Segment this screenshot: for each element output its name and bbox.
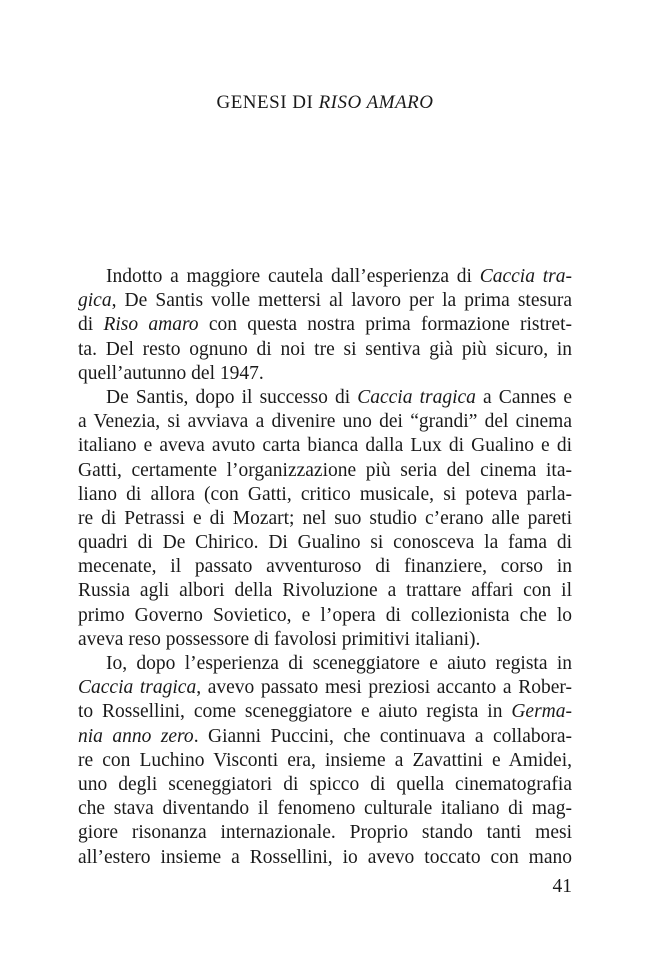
text-run: uno degli sceneggiatori di spicco di quella cinematografia bbox=[78, 773, 572, 795]
text-line bbox=[78, 531, 572, 555]
text-line bbox=[78, 797, 572, 821]
text-run: quadri di De Chirico. Di Gualino si conosceva la fama di bbox=[78, 532, 572, 554]
chapter-title-film: RISO AMARO bbox=[318, 92, 434, 113]
text-run: italiano e aveva avuto carta bianca dalla Lux di Gualino e di bbox=[78, 435, 572, 457]
text-line bbox=[78, 821, 572, 845]
italic-text: gica bbox=[78, 290, 112, 312]
text-line bbox=[78, 652, 572, 676]
text-line bbox=[78, 289, 572, 313]
text-run: di bbox=[78, 314, 104, 336]
text-line bbox=[78, 386, 572, 410]
text-run: che stava diventando il fenomeno culturale italiano di mag- bbox=[78, 798, 572, 820]
italic-text: Riso amaro bbox=[103, 314, 199, 336]
text-run: , De Santis volle mettersi al lavoro per la prima stesura bbox=[111, 290, 572, 312]
text-line bbox=[78, 483, 572, 507]
text-line bbox=[78, 604, 572, 628]
text-line bbox=[78, 579, 572, 603]
text-run: aveva reso possessore di favolosi primitivi italiani). bbox=[78, 628, 481, 650]
text-run: con questa nostra prima formazione ristret- bbox=[198, 314, 572, 336]
text-run: ta. Del resto ognuno di noi tre si sentiva già più sicuro, in bbox=[78, 338, 572, 360]
text-run: quell’autunno del 1947. bbox=[78, 362, 264, 384]
text-run: Io, dopo l’esperienza di sceneggiatore e aiuto regista in bbox=[106, 653, 572, 674]
text-run: to Rossellini, come sceneggiatore e aiuto regista in bbox=[78, 701, 512, 723]
text-line bbox=[78, 749, 572, 773]
text-run: all’estero insieme a Rossellini, io avevo toccato con mano bbox=[78, 846, 572, 868]
text-run: re con Luchino Visconti era, insieme a Zavattini e Amidei, bbox=[78, 749, 572, 771]
text-line bbox=[78, 410, 572, 434]
text-run: primo Governo Sovietico, e l’opera di collezionista che lo bbox=[78, 604, 572, 626]
text-line bbox=[78, 700, 572, 724]
text-line bbox=[78, 846, 572, 870]
text-run: giore risonanza internazionale. Proprio stando tanti mesi bbox=[78, 822, 572, 844]
italic-text: Caccia tragica bbox=[357, 386, 476, 408]
text-run: , avevo passato mesi preziosi accanto a Rober- bbox=[196, 677, 572, 699]
text-run: Indotto a maggiore cautela dall’esperienza di bbox=[106, 266, 480, 287]
page-number: 41 bbox=[552, 876, 572, 897]
text-line bbox=[78, 434, 572, 458]
chapter-title-prefix: GENESI DI bbox=[216, 92, 319, 113]
italic-text: Germa- bbox=[511, 701, 572, 723]
italic-text: nia anno zero bbox=[78, 725, 194, 747]
text-run: Russia agli albori della Rivoluzione a trattare affari con il bbox=[78, 580, 572, 602]
text-run: mecenate, il passato avventuroso di finanziere, corso in bbox=[78, 556, 572, 578]
italic-text: Caccia tragica bbox=[78, 677, 197, 699]
text-line bbox=[78, 628, 572, 652]
italic-text: Caccia tra- bbox=[479, 266, 573, 287]
text-run: . Gianni Puccini, che continuava a collabora- bbox=[193, 725, 572, 747]
text-line bbox=[78, 773, 572, 797]
text-line bbox=[78, 676, 572, 700]
body-text bbox=[78, 265, 572, 870]
text-line bbox=[78, 313, 572, 337]
text-line bbox=[78, 725, 572, 749]
text-run: Gatti, certamente l’organizzazione più seria del cinema ita- bbox=[78, 459, 572, 481]
text-run: a Cannes e bbox=[475, 386, 572, 408]
text-run: a Venezia, si avviava a divenire uno dei “grandi” del cinema bbox=[78, 411, 572, 433]
text-line bbox=[78, 362, 572, 386]
chapter-title bbox=[0, 92, 650, 114]
text-line bbox=[78, 459, 572, 483]
text-line bbox=[78, 265, 572, 289]
text-line bbox=[78, 338, 572, 362]
text-run: De Santis, dopo il successo di bbox=[106, 386, 358, 408]
text-line bbox=[78, 507, 572, 531]
text-run: liano di allora (con Gatti, critico musicale, si poteva parla- bbox=[78, 483, 572, 505]
text-line bbox=[78, 555, 572, 579]
text-run: re di Petrassi e di Mozart; nel suo studio c’erano alle pareti bbox=[78, 507, 572, 529]
